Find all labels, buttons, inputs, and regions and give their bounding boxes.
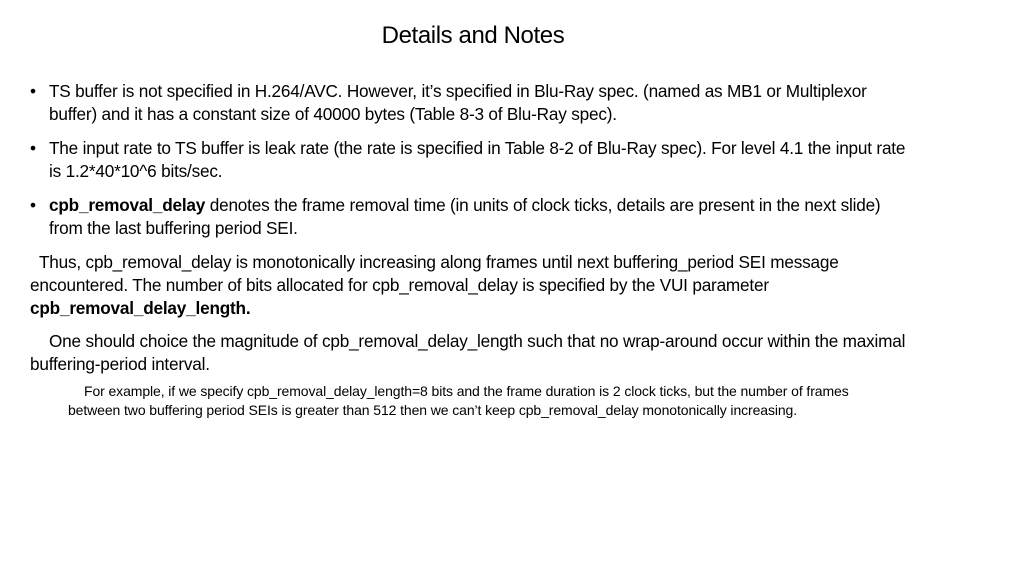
bullet-marker: • xyxy=(30,195,36,215)
paragraph-monotonic xyxy=(30,251,910,320)
paragraph-text: Thus, cpb_removal_delay is monotonically increasing along frames until next buffering_period SEI message encountered. The number of bits allocated for cpb_removal_delay is specified by the VUI parameter xyxy=(30,252,839,295)
bullet-marker: • xyxy=(30,138,36,158)
bullet-text: denotes the frame removal time (in units of clock ticks, details are present in the next slide) from the last buffering period SEI. xyxy=(49,195,881,238)
slide-body xyxy=(30,80,910,419)
slide-title: Details and Notes xyxy=(381,22,565,49)
example-note: For example, if we specify cpb_removal_delay_length=8 bits and the frame duration is 2 clock ticks, but the number of frames between two buffering period SEIs is greater than 512 then we can’t keep cpb_removal_delay monotonically increasing. xyxy=(68,383,849,418)
paragraph-bold-term: cpb_removal_delay_length. xyxy=(30,298,251,318)
bullet-text: TS buffer is not specified in H.264/AVC. However, it’s specified in Blu-Ray spec. (named as MB1 or Multiplexor buffer) and it has a constant size of 40000 bytes (Table 8-3 of Blu-Ray spec). xyxy=(49,81,867,124)
bullet-bold-term: cpb_removal_delay xyxy=(49,195,206,215)
paragraph-wraparound: One should choice the magnitude of cpb_removal_delay_length such that no wrap-around occur within the maximal buffering-period interval. xyxy=(30,331,906,374)
bullet-marker: • xyxy=(30,81,36,101)
bullet-item-cpb-removal-delay xyxy=(30,194,910,240)
bullet-text: The input rate to TS buffer is leak rate (the rate is specified in Table 8-2 of Blu-Ray spec). For level 4.1 the input rate is 1.2*40*10^6 bits/sec. xyxy=(49,138,906,181)
bullet-item-input-rate xyxy=(30,137,910,183)
bullet-item-ts-buffer xyxy=(30,80,910,126)
